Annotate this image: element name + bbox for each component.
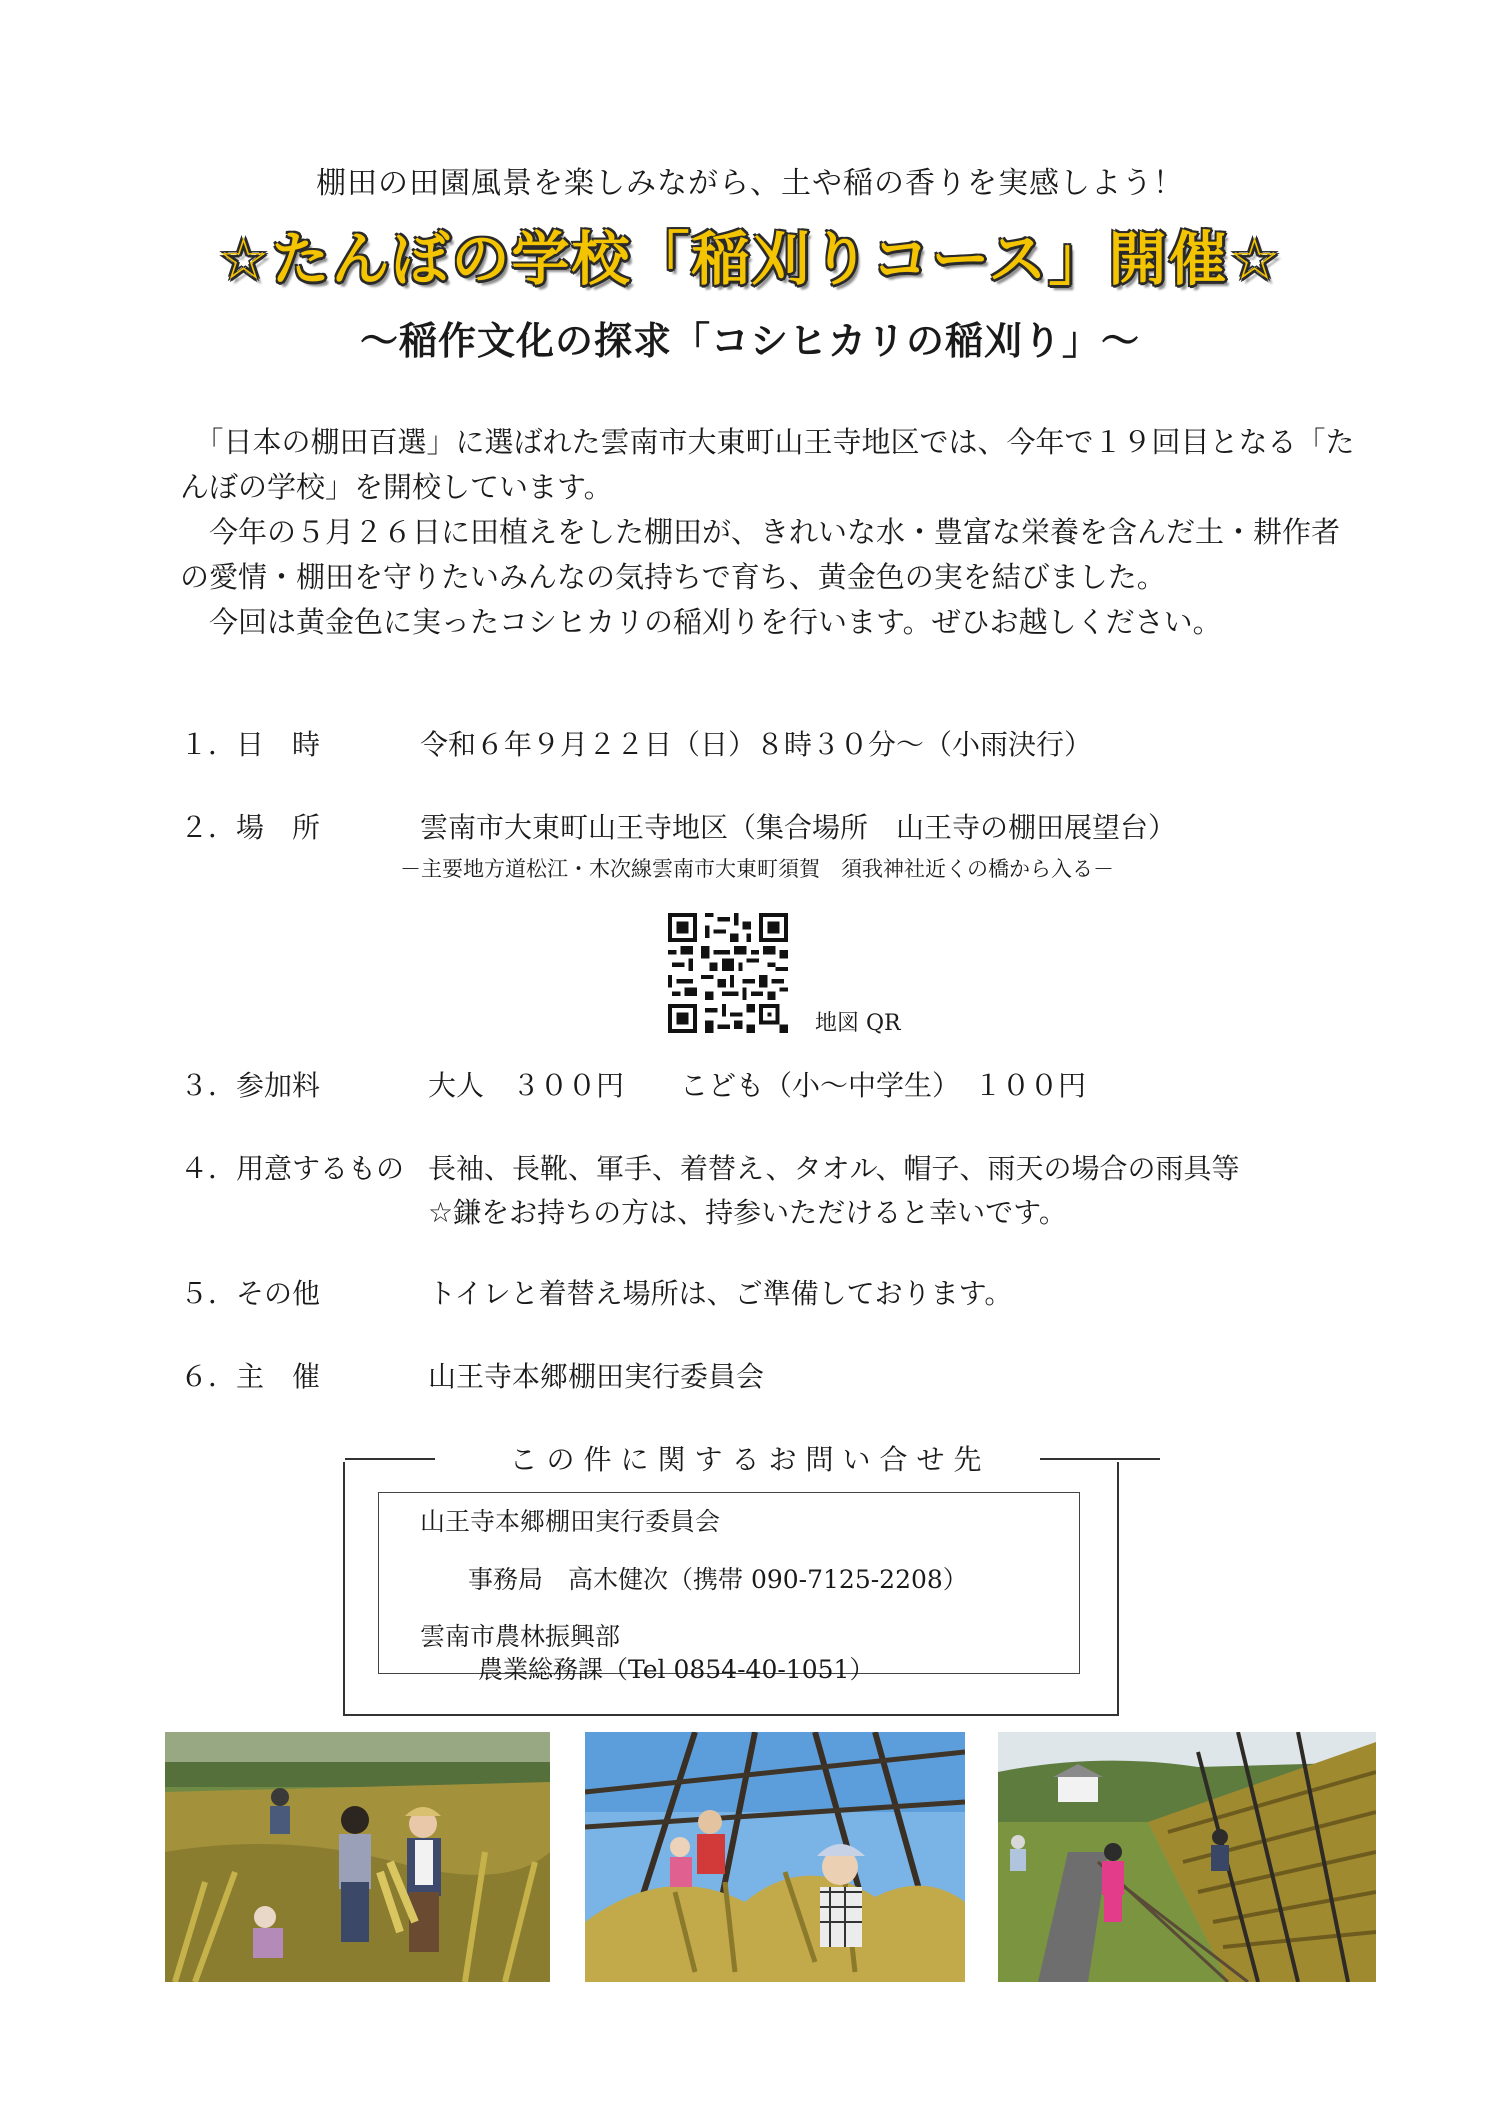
photo-children-drying-rack: [585, 1732, 965, 1982]
detail-other-value: トイレと着替え場所は、ご準備しております。: [428, 1277, 1013, 1310]
contact-heading: この件に関するお問い合せ先: [509, 1443, 991, 1476]
contact-org: 山王寺本郷棚田実行委員会: [420, 1507, 721, 1536]
contact-dept: 雲南市農林振興部: [420, 1622, 621, 1651]
qr-label: 地図 QR: [815, 1011, 901, 1036]
contact-section: 農業総務課（Tel 0854-40-1051）: [478, 1655, 875, 1684]
detail-date-label: １．日 時: [180, 728, 321, 761]
contact-office: 事務局 高木健次（携帯 090-7125-2208）: [468, 1565, 968, 1594]
detail-place-value: 雲南市大東町山王寺地区（集合場所 山王寺の棚田展望台）: [420, 811, 1177, 844]
tagline: 棚田の田園風景を楽しみながら、土や稲の香りを実感しよう！: [316, 166, 1184, 201]
contact-divider-left: [345, 1458, 435, 1460]
detail-other-label: ５．その他: [180, 1277, 321, 1310]
page-title: ☆たんぼの学校「稲刈りコース」開催☆: [217, 225, 1283, 293]
intro-text: [180, 420, 1360, 645]
detail-items-value: 長袖、長靴、軍手、着替え、タオル、帽子、雨天の場合の雨具等: [428, 1152, 1240, 1185]
subtitle: ～稲作文化の探求「コシヒカリの稲刈り」～: [359, 319, 1140, 363]
intro-paragraph-3: 今回は黄金色に実ったコシヒカリの稲刈りを行います。ぜひお越しください。: [180, 605, 1222, 639]
detail-fee-label: ３．参加料: [180, 1069, 321, 1102]
detail-place-label: ２．場 所: [180, 811, 321, 844]
intro-paragraph-2: 今年の５月２６日に田植えをした棚田が、きれいな水・豊富な栄養を含んだ土・耕作者の愛情・棚田を守りたいみんなの気持ちで育ち、黄金色の実を結びました。: [180, 515, 1341, 594]
photo-children-harvesting: [165, 1732, 550, 1982]
photo-rice-drying-rack: [998, 1732, 1376, 1982]
detail-fee-value: 大人 ３００円 こども（小～中学生） １００円: [428, 1069, 1087, 1102]
route-note: －主要地方道松江・木次線雲南市大東町須賀 須我神社近くの橋から入る－: [400, 857, 1114, 881]
map-qr-code[interactable]: [668, 913, 788, 1033]
contact-divider-right: [1040, 1458, 1160, 1460]
detail-items-label: ４．用意するもの: [180, 1152, 405, 1185]
detail-items-note: ☆鎌をお持ちの方は、持参いただけると幸いです。: [428, 1196, 1067, 1229]
detail-host-value: 山王寺本郷棚田実行委員会: [428, 1360, 765, 1393]
detail-date-value: 令和６年９月２２日（日）８時３０分～（小雨決行）: [420, 728, 1093, 761]
detail-host-label: ６．主 催: [180, 1360, 321, 1393]
intro-paragraph-1: 「日本の棚田百選」に選ばれた雲南市大東町山王寺地区では、今年で１９回目となる「たんぼの学校」を開校しています。: [180, 425, 1355, 504]
